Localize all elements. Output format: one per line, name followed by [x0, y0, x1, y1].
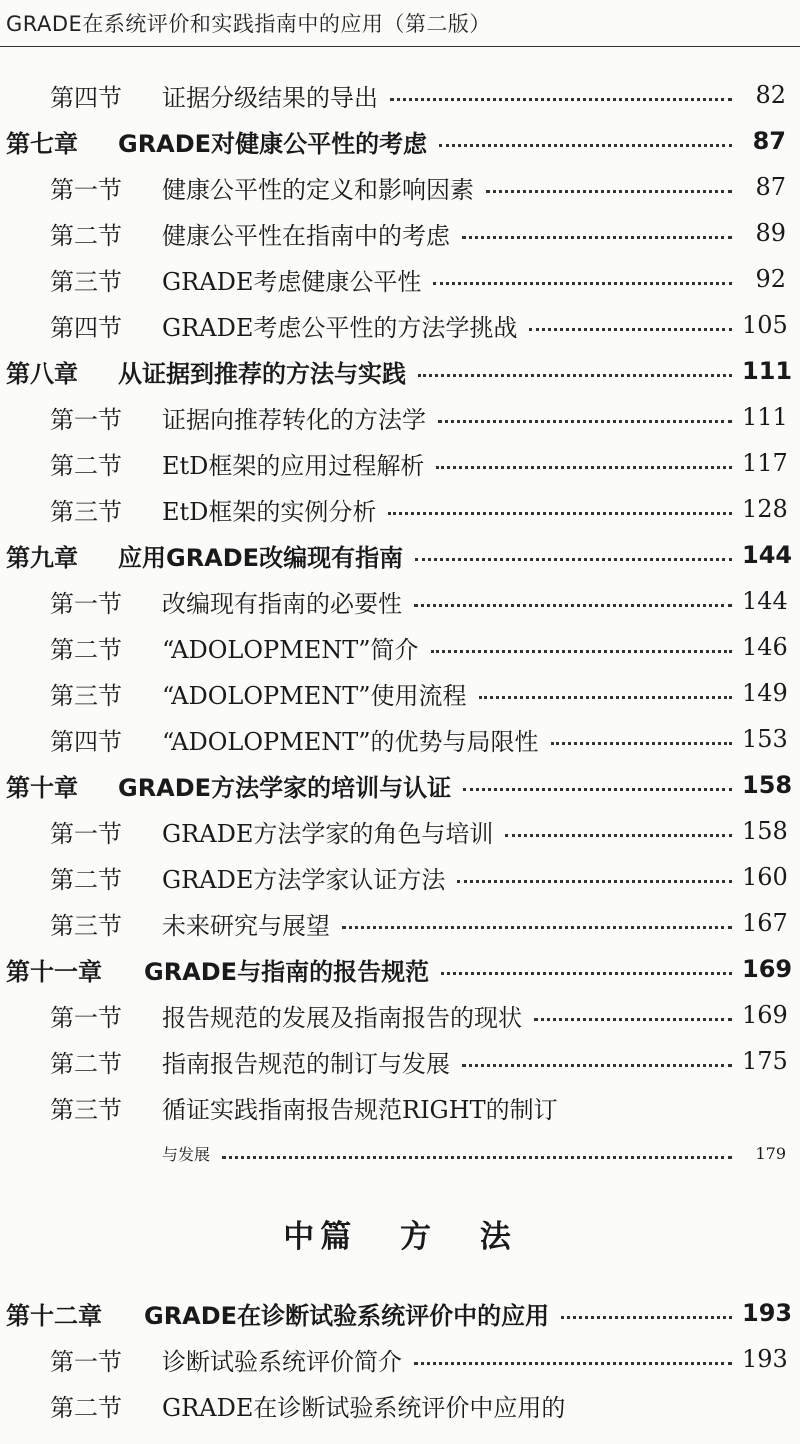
- dot-leader: [414, 1362, 732, 1365]
- toc-section-row: [0, 164, 800, 210]
- page-number: 144: [742, 541, 793, 569]
- dot-leader: [534, 1018, 732, 1021]
- section-number: 第二节: [50, 865, 122, 894]
- section-number: 第三节: [50, 497, 122, 526]
- chapter-title: GRADE对健康公平性的考虑: [118, 129, 428, 158]
- page-number: 146: [742, 633, 788, 661]
- section-title: 循证实践指南报告规范RIGHT的制订: [162, 1095, 558, 1124]
- section-title: “ADOLOPMENT”使用流程: [162, 681, 467, 710]
- toc-section-row: [0, 854, 800, 900]
- section-number: 第二节: [50, 635, 122, 664]
- dot-leader: [388, 512, 732, 515]
- dot-leader: [415, 558, 732, 561]
- section-title: 健康公平性的定义和影响因素: [162, 175, 474, 204]
- dot-leader: [436, 466, 732, 469]
- toc-section-row: [0, 302, 800, 348]
- section-number: 第一节: [50, 175, 122, 204]
- page-number: 153: [742, 725, 788, 753]
- section-number: 第三节: [50, 911, 122, 940]
- section-title: GRADE考虑健康公平性: [162, 267, 422, 296]
- dot-leader: [486, 190, 732, 193]
- toc-section-row: [0, 716, 800, 762]
- section-number: 第一节: [50, 1347, 122, 1376]
- dot-leader: [438, 420, 732, 423]
- dot-leader: [433, 282, 732, 285]
- section-title: GRADE方法学家认证方法: [162, 865, 446, 894]
- dot-leader: [222, 1156, 732, 1159]
- page-number: 87: [752, 127, 786, 155]
- page-number: 193: [742, 1299, 793, 1327]
- section-title-continuation: 与发展: [162, 1144, 211, 1164]
- chapter-number: 第十二章: [6, 1301, 102, 1330]
- page-number: 82: [755, 81, 786, 109]
- section-title: GRADE方法学家的角色与培训: [162, 819, 494, 848]
- page-number: 149: [742, 679, 788, 707]
- dot-leader: [390, 98, 732, 101]
- toc-section-row: [0, 1084, 800, 1130]
- chapter-number: 第七章: [6, 129, 78, 158]
- page-number: 92: [755, 265, 786, 293]
- toc-chapter-row: [0, 348, 800, 394]
- page-number: 117: [742, 449, 788, 477]
- dot-leader: [505, 834, 732, 837]
- table-of-contents: [0, 72, 800, 1428]
- page-number: 87: [755, 173, 786, 201]
- section-number: 第二节: [50, 1049, 122, 1078]
- toc-section-row: [0, 578, 800, 624]
- toc-section-row: [0, 624, 800, 670]
- section-number: 第三节: [50, 267, 122, 296]
- section-title: “ADOLOPMENT”简介: [162, 635, 419, 664]
- toc-section-row: [0, 670, 800, 716]
- section-title: 证据向推荐转化的方法学: [162, 405, 426, 434]
- section-number: 第四节: [50, 727, 122, 756]
- chapter-title: GRADE与指南的报告规范: [144, 957, 430, 986]
- chapter-title: GRADE方法学家的培训与认证: [118, 773, 452, 802]
- section-title: 指南报告规范的制订与发展: [162, 1049, 450, 1078]
- toc-section-row: [0, 900, 800, 946]
- section-number: 第一节: [50, 405, 122, 434]
- page-number: 193: [742, 1345, 788, 1373]
- toc-section-row: [0, 808, 800, 854]
- chapter-number: 第十一章: [6, 957, 102, 986]
- dot-leader: [561, 1316, 732, 1319]
- toc-section-row-continuation: [0, 1130, 800, 1176]
- chapter-title: GRADE在诊断试验系统评价中的应用: [144, 1301, 550, 1330]
- page-number: 128: [742, 495, 788, 523]
- dot-leader: [462, 236, 732, 239]
- section-title: GRADE在诊断试验系统评价中应用的: [162, 1393, 566, 1422]
- page-number: 111: [742, 403, 788, 431]
- section-title: 健康公平性在指南中的考虑: [162, 221, 450, 250]
- page-number: 144: [742, 587, 788, 615]
- section-number: 第一节: [50, 589, 122, 618]
- section-title: 报告规范的发展及指南报告的现状: [162, 1003, 522, 1032]
- page-number: 89: [755, 219, 786, 247]
- page-number: 111: [742, 357, 793, 385]
- page-number: 158: [742, 771, 793, 799]
- section-number: 第二节: [50, 1393, 122, 1422]
- toc-section-row: [0, 394, 800, 440]
- toc-section-row: [0, 1382, 800, 1428]
- page-number: 160: [742, 863, 788, 891]
- dot-leader: [418, 374, 732, 377]
- dot-leader: [479, 696, 732, 699]
- section-number: 第三节: [50, 1095, 122, 1124]
- toc-section-row: [0, 1038, 800, 1084]
- part-heading: 中篇 方 法: [283, 1218, 517, 1255]
- page-number: 105: [742, 311, 788, 339]
- page-number: 169: [742, 955, 793, 983]
- running-header: GRADE在系统评价和实践指南中的应用（第二版）: [6, 12, 491, 36]
- section-title: EtD框架的应用过程解析: [162, 451, 425, 480]
- dot-leader: [431, 650, 732, 653]
- section-number: 第二节: [50, 221, 122, 250]
- section-title: “ADOLOPMENT”的优势与局限性: [162, 727, 539, 756]
- chapter-number: 第八章: [6, 359, 78, 388]
- dot-leader: [457, 880, 732, 883]
- dot-leader: [441, 972, 732, 975]
- dot-leader: [342, 926, 732, 929]
- page-number: 167: [742, 909, 788, 937]
- dot-leader: [463, 788, 732, 791]
- header-rule: [0, 46, 800, 47]
- section-number: 第一节: [50, 1003, 122, 1032]
- section-number: 第四节: [50, 83, 122, 112]
- dot-leader: [462, 1064, 732, 1067]
- dot-leader: [439, 144, 732, 147]
- section-number: 第四节: [50, 313, 122, 342]
- section-title: 诊断试验系统评价简介: [162, 1347, 402, 1376]
- page-number: 158: [742, 817, 788, 845]
- toc-section-row: [0, 256, 800, 302]
- toc-chapter-row: [0, 762, 800, 808]
- toc-top-list: [0, 72, 800, 1084]
- page-number: 179: [755, 1143, 786, 1163]
- chapter-title: 从证据到推荐的方法与实践: [118, 359, 406, 388]
- section-number: 第二节: [50, 451, 122, 480]
- section-title: EtD框架的实例分析: [162, 497, 377, 526]
- chapter-number: 第十章: [6, 773, 78, 802]
- section-title: GRADE考虑公平性的方法学挑战: [162, 313, 518, 342]
- dot-leader: [529, 328, 732, 331]
- toc-section-row: [0, 1336, 800, 1382]
- page-number: 175: [742, 1047, 788, 1075]
- section-title: 改编现有指南的必要性: [162, 589, 402, 618]
- toc-chapter-row: [0, 118, 800, 164]
- page-number: 169: [742, 1001, 788, 1029]
- dot-leader: [414, 604, 732, 607]
- toc-section-row: [0, 72, 800, 118]
- chapter-number: 第九章: [6, 543, 78, 572]
- chapter-title: 应用GRADE改编现有指南: [118, 543, 404, 572]
- section-title: 未来研究与展望: [162, 911, 330, 940]
- toc-section-row: [0, 210, 800, 256]
- toc-section-row: [0, 440, 800, 486]
- toc-chapter-row: [0, 946, 800, 992]
- section-title: 证据分级结果的导出: [162, 83, 378, 112]
- toc-section-row: [0, 992, 800, 1038]
- section-number: 第三节: [50, 681, 122, 710]
- dot-leader: [551, 742, 732, 745]
- toc-section-row: [0, 486, 800, 532]
- toc-bottom-list: [0, 1290, 800, 1428]
- toc-chapter-row: [0, 1290, 800, 1336]
- section-number: 第一节: [50, 819, 122, 848]
- toc-chapter-row: [0, 532, 800, 578]
